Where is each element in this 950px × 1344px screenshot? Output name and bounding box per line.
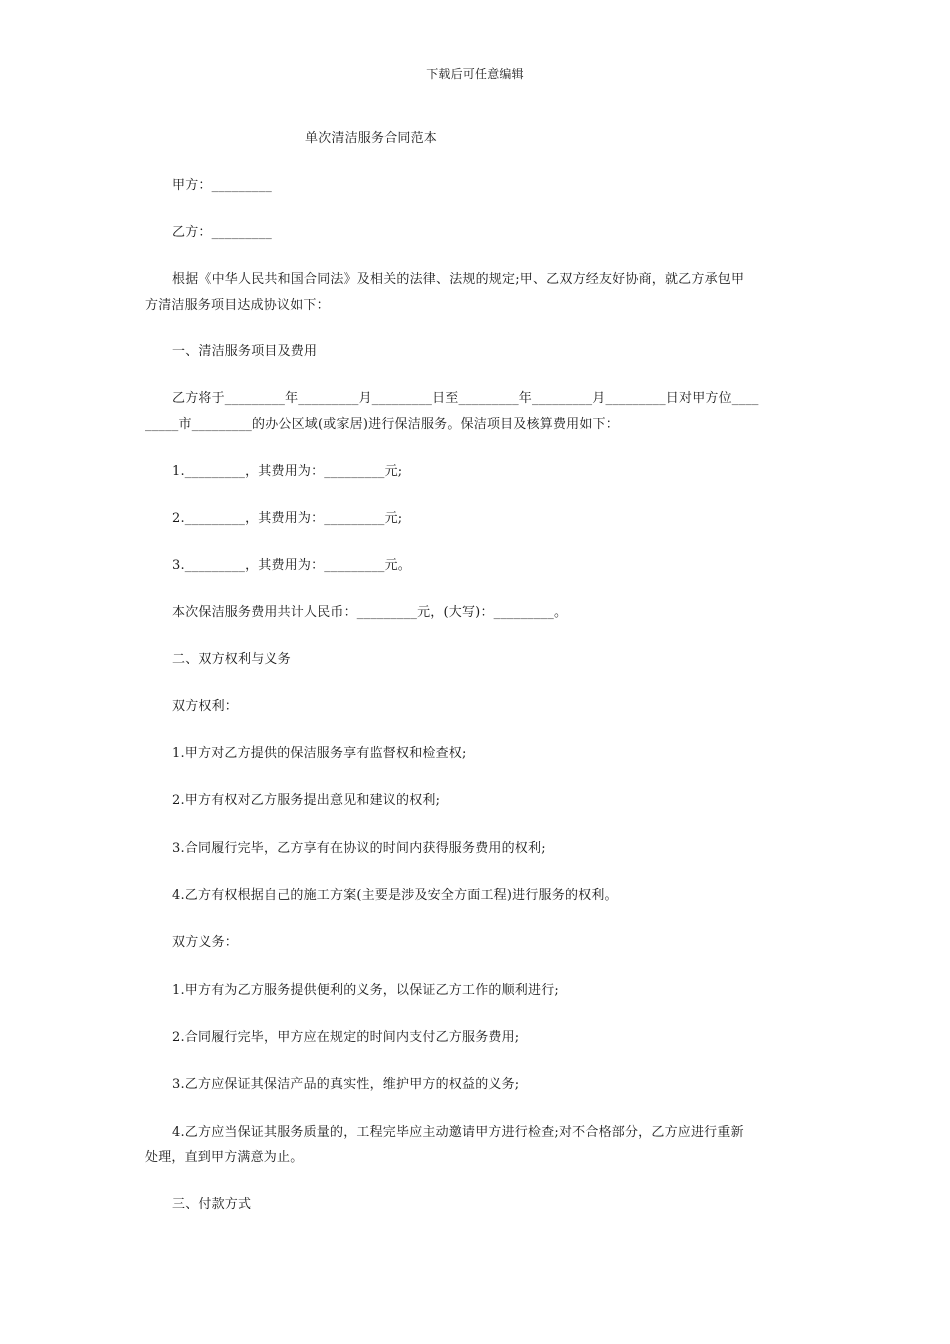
fee-item-2: 2._________，其费用为：_________元;: [172, 511, 403, 526]
duty-item-4-line-2: 处理，直到甲方满意为止。: [145, 1150, 304, 1165]
section-3-heading: 三、付款方式: [172, 1197, 252, 1212]
preamble-line-1: 根据《中华人民共和国合同法》及相关的法律、法规的规定;甲、乙双方经友好协商，就乙方承包甲: [172, 272, 745, 287]
section-1-para-line-2: _____市_________的办公区域(或家居)进行保洁服务。保洁项目及核算费用如下：: [145, 417, 619, 432]
duty-item-1: 1.甲方有为乙方服务提供便利的义务，以保证乙方工作的顺利进行;: [172, 983, 559, 998]
duty-item-4-line-1: 4.乙方应当保证其服务质量的，工程完毕应主动邀请甲方进行检查;对不合格部分，乙方应进行重新: [172, 1125, 744, 1140]
fee-total: 本次保洁服务费用共计人民币：_________元，(大写)：_________。: [172, 605, 568, 620]
party-a-line: 甲方：_________: [172, 178, 272, 193]
duty-item-3: 3.乙方应保证其保洁产品的真实性，维护甲方的权益的义务;: [172, 1077, 520, 1092]
right-item-1: 1.甲方对乙方提供的保洁服务享有监督权和检查权;: [172, 746, 467, 761]
right-item-4: 4.乙方有权根据自己的施工方案(主要是涉及安全方面工程)进行服务的权利。: [172, 888, 618, 903]
duty-item-2: 2.合同履行完毕，甲方应在规定的时间内支付乙方服务费用;: [172, 1030, 520, 1045]
section-2-heading: 二、双方权利与义务: [172, 652, 291, 667]
document-title: 单次清洁服务合同范本: [305, 131, 438, 146]
right-item-2: 2.甲方有权对乙方服务提出意见和建议的权利;: [172, 793, 441, 808]
duties-heading: 双方义务：: [172, 935, 239, 950]
preamble-line-2: 方清洁服务项目达成协议如下：: [145, 298, 330, 313]
fee-item-3: 3._________，其费用为：_________元。: [172, 558, 412, 573]
fee-item-1: 1._________，其费用为：_________元;: [172, 464, 403, 479]
party-b-line: 乙方：_________: [172, 225, 272, 240]
right-item-3: 3.合同履行完毕，乙方享有在协议的时间内获得服务费用的权利;: [172, 841, 546, 856]
rights-heading: 双方权利：: [172, 699, 239, 714]
header-note: 下载后可任意编辑: [426, 67, 524, 81]
section-1-para-line-1: 乙方将于_________年_________月_________日至_________年_________月_________日对甲方位____: [172, 391, 759, 406]
section-1-heading: 一、清洁服务项目及费用: [172, 344, 318, 359]
